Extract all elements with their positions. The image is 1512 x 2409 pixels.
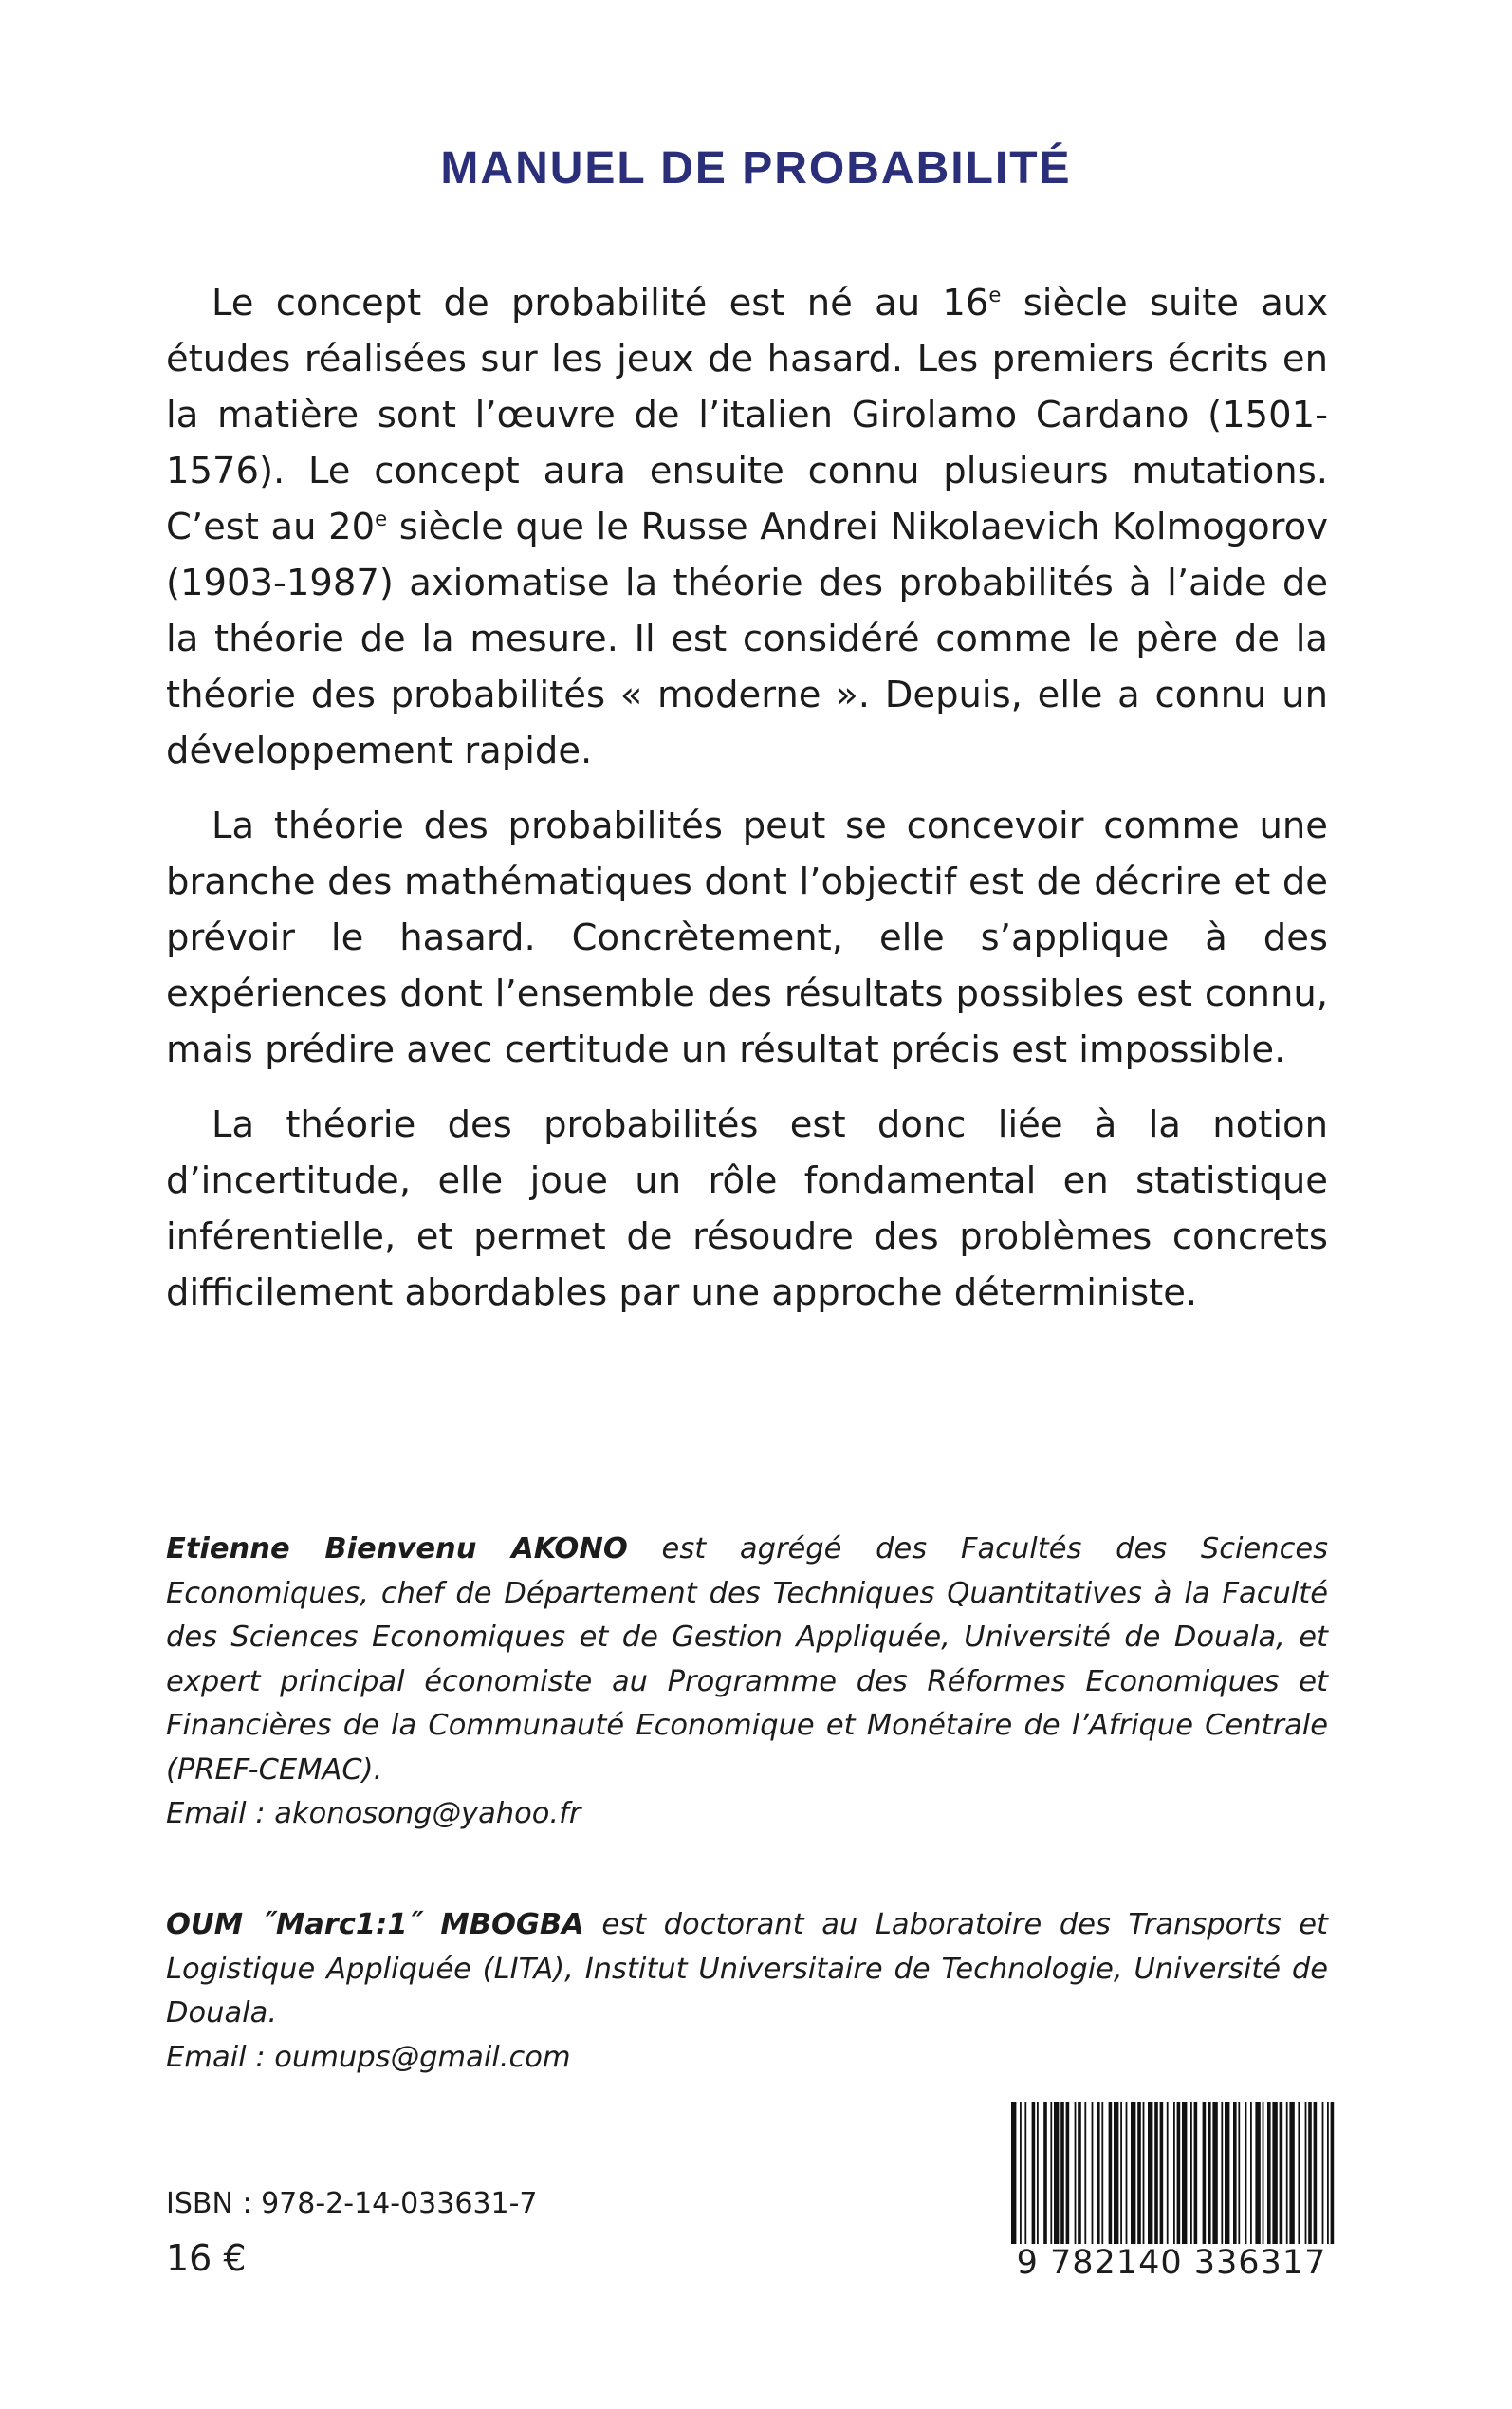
barcode-bar: [1212, 2102, 1217, 2244]
author-email-1: Email : akonosong@yahoo.fr: [166, 1797, 581, 1830]
barcode-bar: [1075, 2102, 1077, 2244]
barcode-bar: [1267, 2102, 1271, 2244]
barcode-bar: [1126, 2102, 1128, 2244]
summary-paragraph-1: [166, 275, 1328, 779]
barcode-bar: [1050, 2102, 1052, 2244]
summary-paragraph-2: La théorie des probabilités peut se concevoir comme une branche des mathématiques dont l’objectif est de décrire et de prévoir le hasard. Concrètement, elle s’applique à des expériences dont l’ensemble des résultats possibles est connu, mais prédire avec certitude un résultat précis est impossible.: [166, 805, 1328, 1071]
isbn-label: ISBN : 978-2-14-033631-7: [166, 2187, 538, 2220]
barcode-bar: [1060, 2102, 1064, 2244]
author-bio-2: [166, 1903, 1328, 2080]
barcode-bar: [1097, 2102, 1100, 2244]
barcode-bar: [1272, 2102, 1277, 2244]
barcode-bar: [1043, 2102, 1047, 2244]
author-bio-text-2: est doctorant au Laboratoire des Transports et Logistique Appliquée (LITA), Institut Universitaire de Technologie, Université de Douala.: [166, 1908, 1329, 2029]
barcode-bar: [1032, 2102, 1036, 2244]
price-label: 16 €: [166, 2237, 247, 2279]
barcode-bar: [1255, 2102, 1260, 2244]
barcode-bar: [1143, 2102, 1145, 2244]
barcode-bar: [1286, 2102, 1288, 2244]
barcode-bar: [1182, 2102, 1187, 2244]
p1-superscript-1: e: [988, 283, 1002, 307]
barcode-bar: [1225, 2102, 1229, 2244]
barcode-bar: [1078, 2102, 1081, 2244]
p1-part-c: siècle que le Russe Andrei Nikolaevich Kolmogorov (1903-1987) axiomatise la théorie des probabilités à l’aide de la théorie de la mesure. Il est considéré comme le père de la théorie des probabilités « moderne ». Depuis, elle a connu un développement rapide.: [166, 506, 1329, 772]
barcode-bar: [1305, 2102, 1307, 2244]
barcode-bar: [1084, 2102, 1086, 2244]
book-title: MANUEL DE PROBABILITÉ: [440, 143, 1072, 194]
barcode-bar: [1066, 2102, 1070, 2244]
barcode-bar: [1298, 2102, 1300, 2244]
barcode-digits: 9 782140 336317: [1005, 2244, 1337, 2282]
barcode-bar: [1314, 2102, 1318, 2244]
barcode-bar: [1131, 2102, 1135, 2244]
barcode-bar: [1208, 2102, 1211, 2244]
author-email-2: Email : oumups@gmail.com: [166, 2040, 571, 2074]
barcode-bar: [1233, 2102, 1237, 2244]
barcode-bar: [1037, 2102, 1039, 2244]
barcode-bar: [1250, 2102, 1252, 2244]
barcode-bar: [1322, 2102, 1324, 2244]
barcode: [1005, 2102, 1337, 2282]
author-bio-1: [166, 1528, 1328, 1837]
author-name-1: Etienne Bienvenu AKONO: [166, 1532, 628, 1566]
summary-paragraph-3: La théorie des probabilités est donc liée à la notion d’incertitude, elle joue un rôle fondamental en statistique inférentielle, et permet de résoudre des problèmes concrets difficilement abordables par une approche déterministe.: [166, 1103, 1328, 1314]
barcode-bar: [1137, 2102, 1141, 2244]
author-bio-text-1: est agrégé des Facultés des Sciences Economiques, chef de Département des Techniques Quantitatives à la Faculté des Sciences Economiques et de Gestion Appliquée, Université de Douala, et expert principal économiste au Programme des Réformes Economiques et Financières de la Communauté Economique et Monétaire de l’Afrique Centrale (PREF-CEMAC).: [166, 1532, 1328, 1787]
barcode-bar: [1245, 2102, 1247, 2244]
barcode-bar: [1024, 2102, 1026, 2244]
barcode-bar: [1177, 2102, 1181, 2244]
barcode-bar: [1092, 2102, 1094, 2244]
barcode-bar: [1280, 2102, 1283, 2244]
barcode-bar: [1148, 2102, 1152, 2244]
barcode-bar: [1203, 2102, 1207, 2244]
barcode-bar: [1114, 2102, 1118, 2244]
barcode-bar: [1160, 2102, 1164, 2244]
p1-superscript-2: e: [375, 507, 388, 531]
barcode-bar: [1238, 2102, 1240, 2244]
barcode-bar: [1194, 2102, 1198, 2244]
barcode-bar: [1221, 2102, 1223, 2244]
barcode-bar: [1101, 2102, 1103, 2244]
barcode-bar: [1308, 2102, 1312, 2244]
summary-text: [166, 275, 1328, 1340]
p1-part-a: Le concept de probabilité est né au 16: [212, 282, 989, 324]
author-name-2: OUM ˝Marc1:1˝ MBOGBA: [166, 1908, 584, 1941]
barcode-bar: [1190, 2102, 1192, 2244]
barcode-bar: [1109, 2102, 1113, 2244]
p1-part-b: siècle suite aux études réalisées sur les jeux de hasard. Les premiers écrits en la matière sont l’œuvre de l’italien Girolamo Cardano (1501-1576). Le concept aura ensuite connu plusieurs mutations. C’est au 20: [166, 282, 1328, 548]
barcode-bar: [1054, 2102, 1059, 2244]
barcode-bar: [1154, 2102, 1158, 2244]
barcode-bar: [1120, 2102, 1122, 2244]
barcode-bar: [1263, 2102, 1264, 2244]
barcode-bar: [1289, 2102, 1294, 2244]
